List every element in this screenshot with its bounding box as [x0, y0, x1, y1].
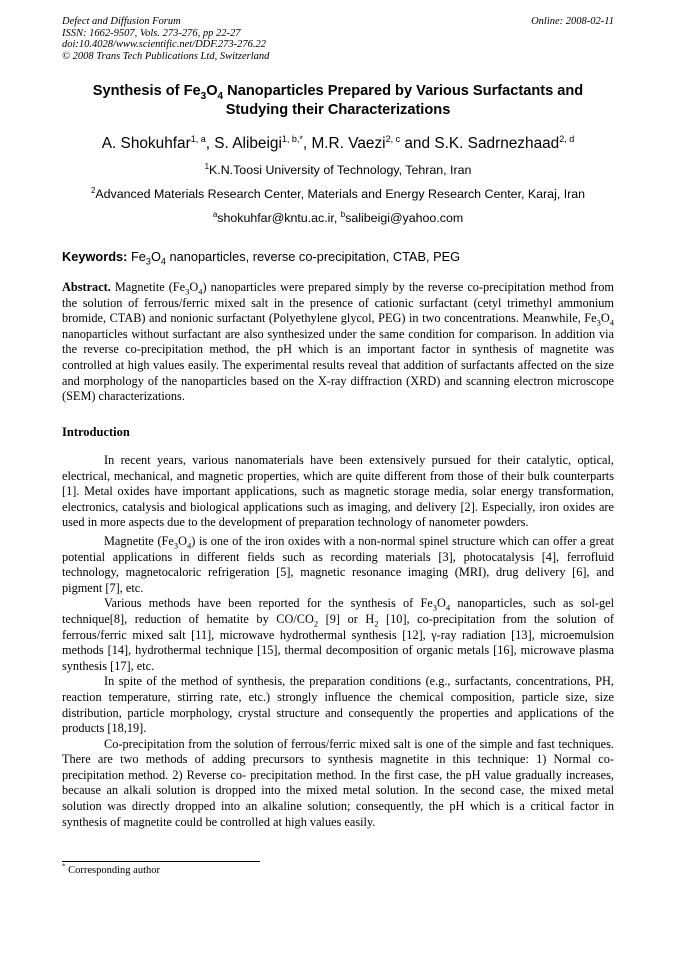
author-list: A. Shokuhfar$^{1, a}$, S. Alibeigi$^{1, b,*}$, M.R. Vaezi$^{2, c}$ and S.K. Sadrnezhaad$^{2, d}$ [101, 133, 575, 152]
paragraph-5: Co-precipitation from the solution of ferrous/ferric mixed salt is one of the simple and fast techniques. There are two methods of adding precursors to synthesis magnetite in this technique: 1) Normal co- precipitation method. 2) Reverse co- precipitation method. In the first case, the pH value gradually increases, because an alkali solution is dropped into the mixed metal solution. In the second case, the mixed metal solution was directly dropped into an alkaline solution; consequently, the pH which is a critical factor in synthesis of magnetite could be controlled at high values easily. [62, 736, 614, 829]
online-date: Online: 2008-02-11 [531, 16, 614, 27]
keywords: Keywords: $Fe_3O_4$ nanoparticles, reverse co-precipitation, CTAB, PEG [62, 249, 461, 267]
abstract-label: Abstract. [62, 280, 111, 294]
author-vaezi: , M.R. Vaezi [302, 135, 386, 152]
affiliation-1: $^1$K.N.Toosi University of Technology, Tehran, Iran [204, 161, 472, 177]
author-emails: $^a$shokuhfar@kntu.ac.ir, $^b$salibeigi@yahoo.com [212, 209, 464, 225]
author-alibeigi: , S. Alibeigi [205, 135, 282, 152]
journal-doi: doi:10.4028/www.scientific.net/DDF.273-276.22 [62, 39, 267, 50]
keywords-label: Keywords: [62, 249, 128, 264]
email-alibeigi: salibeigi@yahoo.com [345, 211, 464, 225]
footnote: * Corresponding author [62, 862, 160, 876]
introduction-heading: Introduction [62, 425, 130, 439]
journal-name: Defect and Diffusion Forum [62, 16, 181, 27]
author-shokuhfar: A. Shokuhfar [101, 135, 191, 152]
paragraph-2: Magnetite $(Fe_3O_4)$ is one of the iron oxides with a non-normal spinel structure which can offer a great potential applications in different fields such as recording materials [3], photocatalysis [4], ferrofluid technology, magnetocaloric refrigeration [5], magnetic resonance imaging (MRI), drug delivery [6], and pigment [7], etc. [62, 533, 614, 595]
affiliation-2: $^2$Advanced Materials Research Center, Materials and Energy Research Center, Karaj, Iran [90, 185, 586, 201]
paragraph-3: Various methods have been reported for the synthesis of $Fe_3O_4$ nanoparticles, such as sol-gel technique[8], reduction of hematite by $CO/CO_2$ [9] or $H_2$ [10], co-precipitation from the solution of ferrous/ferric mixed salt [11], microwave hydrothermal synthesis [12], γ-ray radiation [13], microemulsion methods [14], hydrothermal technique [15], thermal decomposition of organic metals [16], microwave plasma synthesis [17], etc. [62, 596, 615, 673]
introduction-body [62, 453, 614, 830]
journal-issn: ISSN: 1662-9507, Vols. 273-276, pp 22-27 [62, 27, 241, 39]
paragraph-4: In spite of the method of synthesis, the preparation conditions (e.g., surfactants, concentrations, PH, reaction temperature, stirring rate, etc.) strongly influence the chemical composition, particle size, size distribution, particle morphology, crystal structure and consequently the properties and applications of the products [18,19]. [62, 674, 614, 736]
email-shokuhfar: shokuhfar@kntu.ac.ir, [217, 211, 341, 225]
author-sadrnezhaad: and S.K. Sadrnezhaad [400, 135, 560, 152]
footnote-rule [62, 861, 260, 862]
abstract: Abstract. Magnetite $(Fe_3O_4)$ nanoparticles were prepared simply by the reverse co-precipitation method from the solution of ferrous/ferric mixed salt in the presence of cationic surfactant (cetyl trimethyl ammonium bromide, CTAB) and nonionic surfactant (Polyethylene glycol, PEG) in two concentrations. Meanwhile, $Fe_3O_4$ nanoparticles without surfactant are also synthesized under the same condition for comparison. In addition via the reverse co-precipitation method, the pH which is an important factor in synthesis of magnetite was controlled at high values easily. The experimental results reveal that addition of surfactants affected on the size and morphology of the nanoparticles based on the X-ray diffraction (XRD) and scanning electron microscope (SEM) characterizations. [62, 280, 614, 404]
journal-copyright: © 2008 Trans Tech Publications Ltd, Switzerland [62, 50, 270, 62]
journal-header [62, 16, 422, 62]
paper-title: Synthesis of $Fe_3O_4$ Nanoparticles Prepared by Various Surfactants and Studying their Characterizations [92, 83, 584, 118]
paragraph-1: In recent years, various nanomaterials have been extensively pursued for their catalytic, optical, electrical, mechanical, and magnetic properties, which are quite different from those of their bulk counterparts [1]. Metal oxides have important applications, such as magnetic storage media, solar energy transformation, electronics, catalysis and biological applications such as imaging, and delivery [2]. Especially, iron oxides are used in more aspects due to the development of preparation technology of nanometer powders. [62, 453, 614, 530]
